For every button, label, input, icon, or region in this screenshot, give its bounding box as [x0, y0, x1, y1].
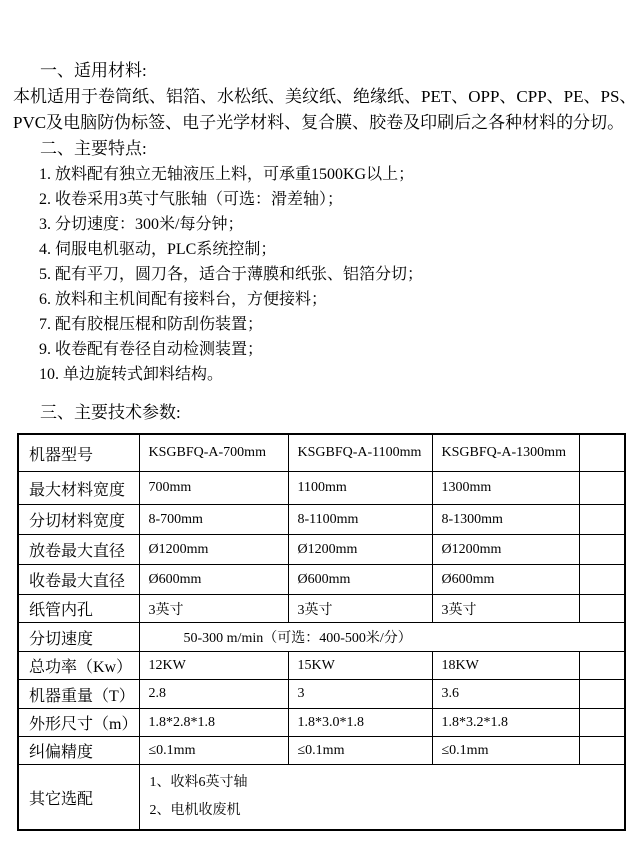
spec-value-cell: 18KW	[432, 652, 579, 680]
spec-value-cell: KSGBFQ-A-700mm	[139, 434, 288, 472]
option-line: 1、收料6英寸轴	[149, 775, 248, 790]
spec-value-cell: KSGBFQ-A-1300mm	[432, 434, 579, 472]
spec-label-cell: 放卷最大直径	[18, 535, 139, 565]
spec-value-cell: 1.8*3.0*1.8	[288, 709, 432, 737]
table-row	[18, 737, 625, 765]
spec-label-cell: 纠偏精度	[18, 737, 139, 765]
spec-value-cell: 3英寸	[288, 595, 432, 623]
spec-value-cell: 8-1300mm	[432, 505, 579, 535]
spec-label-cell: 总功率（Kw）	[18, 652, 139, 680]
table-row	[18, 623, 625, 652]
empty-cell	[579, 709, 625, 737]
spec-label-cell: 其它选配	[18, 765, 139, 831]
spec-value-cell: 3英寸	[139, 595, 288, 623]
spec-value-cell: 1.8*3.2*1.8	[432, 709, 579, 737]
feature-item: 5. 配有平刀，圆刀各，适合于薄膜和纸张、铝箔分切；	[39, 266, 424, 283]
table-row	[18, 709, 625, 737]
empty-cell	[579, 505, 625, 535]
section-heading-specs: 三、主要技术参数:	[40, 403, 181, 422]
spec-value-cell: ≤0.1mm	[432, 737, 579, 765]
empty-cell	[579, 472, 625, 505]
feature-item: 7. 配有胶棍压棍和防刮伤装置；	[39, 316, 264, 333]
spec-value-cell: Ø600mm	[432, 565, 579, 595]
spec-value-cell: Ø1200mm	[139, 535, 288, 565]
spec-value-cell: KSGBFQ-A-1100mm	[288, 434, 432, 472]
feature-item: 2. 收卷采用3英寸气胀轴（可选：滑差轴）；	[39, 191, 344, 208]
empty-cell	[579, 595, 625, 623]
table-row	[18, 434, 625, 472]
spec-value-cell: Ø600mm	[139, 565, 288, 595]
feature-item: 1. 放料配有独立无轴液压上料，可承重1500KG以上；	[39, 166, 415, 183]
spec-label-cell: 分切速度	[18, 623, 139, 652]
spec-value-cell: Ø1200mm	[288, 535, 432, 565]
spec-label-cell: 最大材料宽度	[18, 472, 139, 505]
spec-label-cell: 外形尺寸（m）	[18, 709, 139, 737]
spec-value-cell: Ø1200mm	[432, 535, 579, 565]
table-row	[18, 535, 625, 565]
table-row	[18, 652, 625, 680]
empty-cell	[579, 680, 625, 709]
empty-cell	[579, 652, 625, 680]
specs-table	[17, 433, 626, 831]
spec-value-cell: 2.8	[139, 680, 288, 709]
spec-value-cell: 3.6	[432, 680, 579, 709]
spec-value-cell: 1100mm	[288, 472, 432, 505]
feature-item: 6. 放料和主机间配有接料台，方便接料；	[39, 291, 328, 308]
table-row	[18, 505, 625, 535]
spec-value-cell: Ø600mm	[288, 565, 432, 595]
spec-label-cell: 机器重量（T）	[18, 680, 139, 709]
table-row	[18, 595, 625, 623]
spec-label-cell: 收卷最大直径	[18, 565, 139, 595]
table-row	[18, 565, 625, 595]
spec-value-cell: 8-1100mm	[288, 505, 432, 535]
spec-value-cell: ≤0.1mm	[288, 737, 432, 765]
empty-cell	[579, 434, 625, 472]
spec-label-cell: 机器型号	[18, 434, 139, 472]
paragraph-line: PVC及电脑防伪标签、电子光学材料、复合膜、胶卷及印刷后之各种材料的分切。	[13, 113, 625, 132]
spec-span-cell: 50-300 m/min（可选：400-500米/分）	[139, 623, 625, 652]
option-line: 2、电机收废机	[149, 803, 241, 818]
spec-value-cell: 700mm	[139, 472, 288, 505]
feature-item: 4. 伺服电机驱动，PLC系统控制；	[39, 241, 277, 258]
feature-item: 9. 收卷配有卷径自动检测装置；	[39, 341, 264, 358]
spec-value-cell: 3	[288, 680, 432, 709]
spec-value-cell: 1.8*2.8*1.8	[139, 709, 288, 737]
spec-options-cell	[139, 765, 625, 831]
section-heading-features: 二、主要特点:	[40, 139, 147, 158]
spec-value-cell: ≤0.1mm	[139, 737, 288, 765]
feature-item: 10. 单边旋转式卸料结构。	[39, 366, 224, 383]
spec-label-cell: 分切材料宽度	[18, 505, 139, 535]
spec-value-cell: 12KW	[139, 652, 288, 680]
spec-label-cell: 纸管内孔	[18, 595, 139, 623]
spec-value-cell: 1300mm	[432, 472, 579, 505]
table-row	[18, 472, 625, 505]
feature-item: 3. 分切速度：300米/每分钟；	[39, 216, 244, 233]
spec-value-cell: 3英寸	[432, 595, 579, 623]
empty-cell	[579, 737, 625, 765]
table-row	[18, 680, 625, 709]
empty-cell	[579, 565, 625, 595]
empty-cell	[579, 535, 625, 565]
spec-value-cell: 15KW	[288, 652, 432, 680]
spec-value-cell: 8-700mm	[139, 505, 288, 535]
paragraph-line: 本机适用于卷筒纸、铝箔、水松纸、美纹纸、绝缘纸、PET、OPP、CPP、PE、PS、	[13, 87, 637, 106]
table-row	[18, 765, 625, 831]
section-heading-materials: 一、适用材料:	[40, 61, 147, 80]
